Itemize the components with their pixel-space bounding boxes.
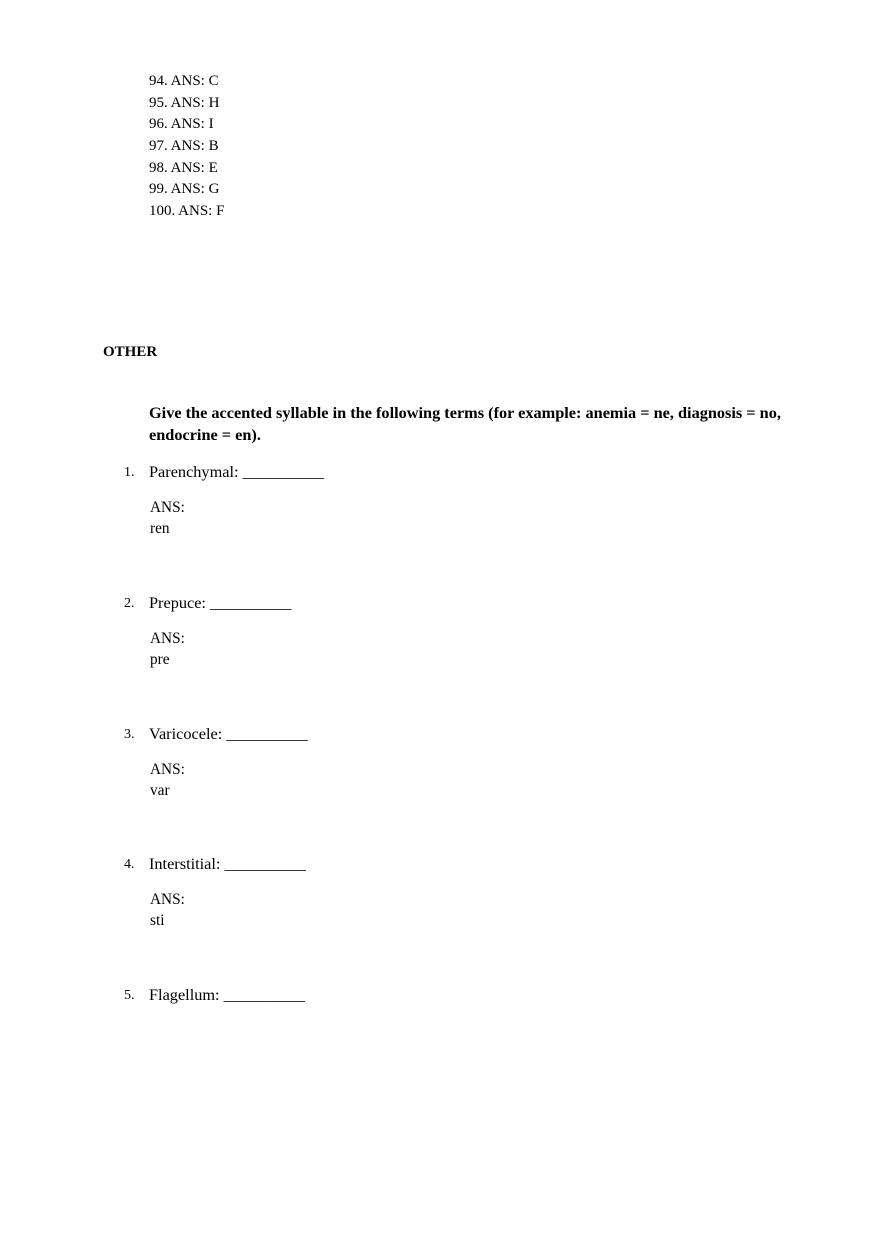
- answer-key-line: 99. ANS: G: [149, 181, 220, 198]
- answer-value: sti: [150, 912, 165, 929]
- answer-key-line: 95. ANS: H: [149, 94, 220, 111]
- answer-value: pre: [150, 651, 170, 668]
- question-text: Prepuce: __________: [149, 593, 292, 612]
- question-number: 2.: [124, 596, 135, 611]
- answer-key-line: 98. ANS: E: [149, 159, 218, 176]
- answer-label: ANS:: [150, 499, 185, 516]
- answer-key-line: 94. ANS: C: [149, 73, 219, 89]
- answer-value: var: [150, 782, 170, 799]
- section-instructions: Give the accented syllable in the following terms (for example: anemia = ne, diagnosis = no, endocrine = en).: [149, 403, 781, 444]
- answer-key-line: 100. ANS: F: [149, 203, 225, 220]
- question-number: 3.: [124, 727, 135, 742]
- answer-key-line: 97. ANS: B: [149, 138, 219, 155]
- question-text: Varicocele: __________: [149, 724, 308, 743]
- answer-key-list: [149, 71, 224, 223]
- answer-key-line: 96. ANS: I: [149, 116, 214, 133]
- answer-label: ANS:: [150, 891, 185, 908]
- answer-value: ren: [150, 520, 170, 537]
- answer-label: ANS:: [150, 630, 185, 647]
- question-text: Flagellum: __________: [149, 985, 306, 1004]
- question-text: Interstitial: __________: [149, 854, 306, 873]
- section-heading: OTHER: [103, 344, 158, 360]
- question-number: 4.: [124, 857, 135, 872]
- question-text: Parenchymal: __________: [149, 462, 324, 481]
- question-number: 1.: [124, 465, 135, 480]
- answer-label: ANS:: [150, 761, 185, 778]
- question-number: 5.: [124, 988, 135, 1003]
